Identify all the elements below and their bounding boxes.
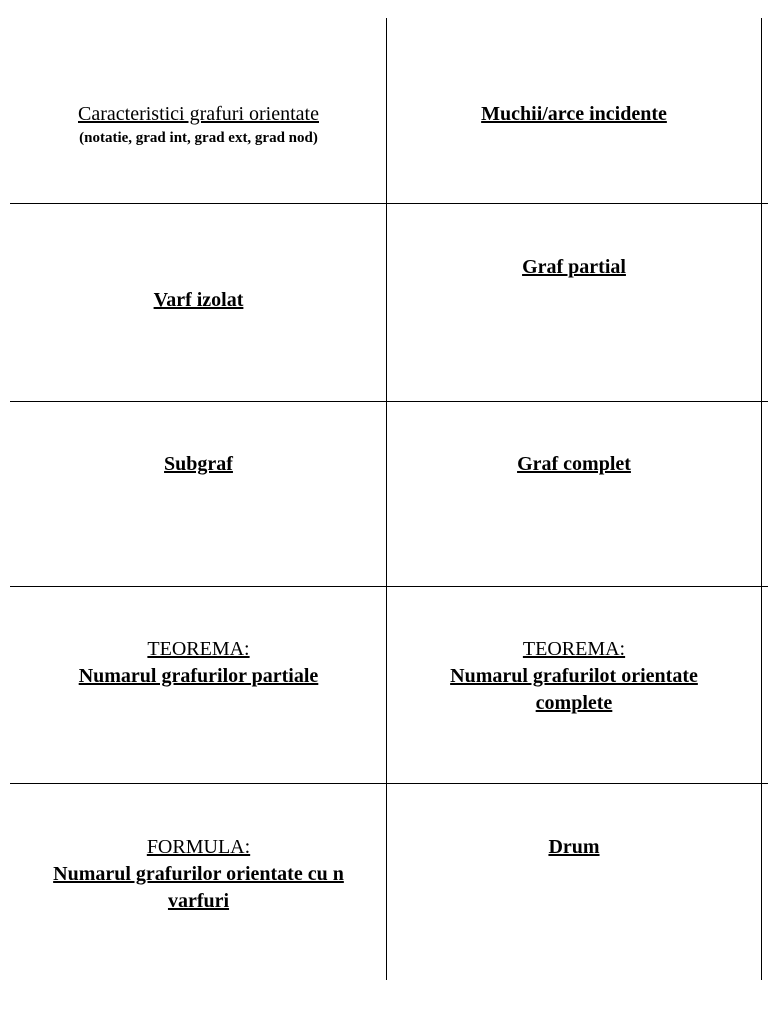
row-divider-4 [10,783,768,784]
card-title: Caracteristici grafuri orientate [78,103,319,125]
card-label: TEOREMA: [522,638,626,660]
card-title: Numarul grafurilor partiale [78,665,319,687]
card-caracteristici-grafuri [10,101,387,148]
card-varf-izolat [10,287,387,314]
card-title: Varf izolat [153,289,244,311]
row-divider-2 [10,401,768,402]
card-title: Graf complet [517,453,631,475]
card-drum [387,834,761,861]
card-teorema-grafuri-complete [387,636,761,717]
card-title: Graf partial [522,256,626,278]
column-divider-right [761,18,762,980]
card-label: TEOREMA: [147,638,250,660]
card-muchii-arce [387,101,761,128]
row-divider-3 [10,586,768,587]
card-title: Drum [548,836,600,858]
card-note: (notatie, grad int, grad ext, grad nod) [79,130,318,146]
card-label: FORMULA: [146,836,251,858]
card-subgraf [10,451,387,478]
card-title: Numarul grafurilor orientate cu n varfuri [53,863,344,912]
card-graf-partial [387,254,761,281]
card-title: Subgraf [164,453,233,475]
row-divider-1 [10,203,768,204]
card-formula-grafuri-orientate [10,834,387,915]
card-graf-complet [387,451,761,478]
card-teorema-grafuri-partiale [10,636,387,690]
card-title: Muchii/arce incidente [481,103,667,125]
card-title: Numarul grafurilot orientate complete [450,665,698,714]
